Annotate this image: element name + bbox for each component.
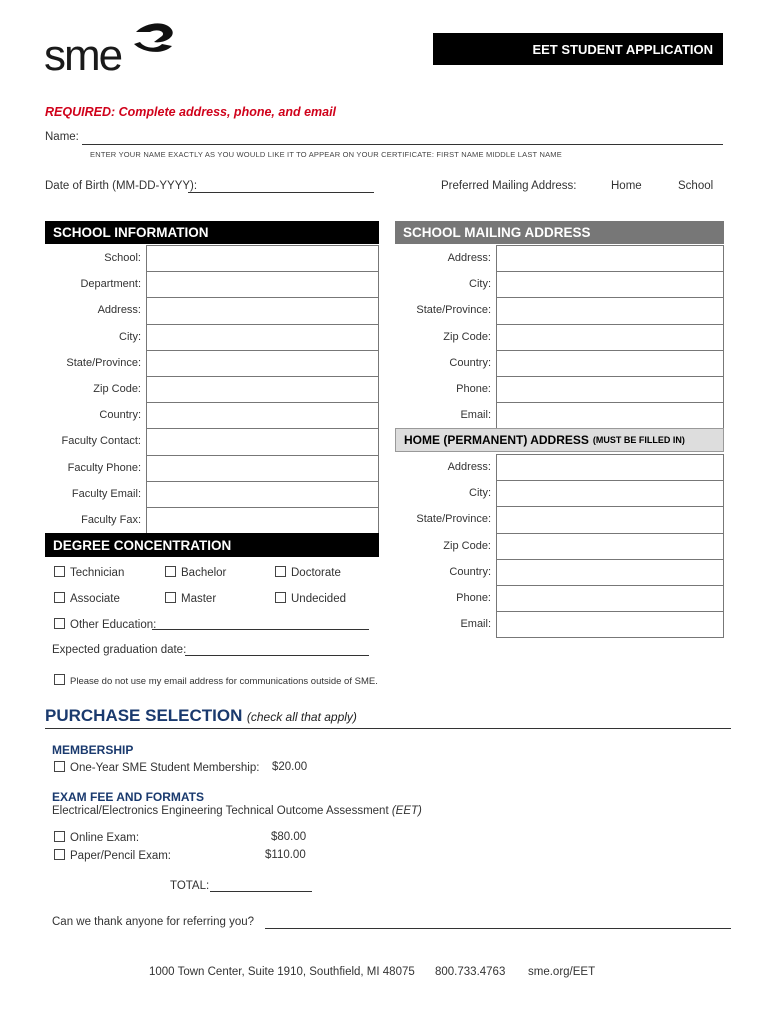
home-address-field-input[interactable]	[496, 585, 724, 612]
membership-option[interactable]	[54, 761, 259, 774]
school-mailing-field-label: State/Province:	[416, 304, 491, 317]
home-address-field-label: Email:	[460, 618, 491, 631]
school-info-field-label: Faculty Phone:	[67, 461, 141, 474]
home-address-field-label: Zip Code:	[443, 539, 491, 552]
home-address-field-label: Phone:	[456, 592, 491, 604]
school-info-field-input[interactable]	[146, 271, 379, 298]
purchase-heading	[45, 706, 731, 729]
school-info-field-label: State/Province:	[66, 356, 141, 369]
school-info-field-input[interactable]	[146, 507, 379, 534]
checkbox-icon	[54, 618, 65, 629]
school-mailing-field-input[interactable]	[496, 376, 724, 403]
home-address-field-label: Address:	[447, 461, 491, 473]
footer-address: 1000 Town Center, Suite 1910, Southfield, MI 48075	[149, 966, 415, 978]
checkbox-icon	[275, 592, 286, 603]
school-mailing-field-input[interactable]	[496, 297, 724, 324]
checkbox-icon	[54, 674, 65, 685]
school-mailing-field-label: Country:	[449, 356, 491, 369]
school-info-field-label: Faculty Fax:	[81, 514, 141, 526]
school-info-field-label: City:	[119, 330, 141, 343]
home-address-field-input[interactable]	[496, 480, 724, 507]
purchase-title: PURCHASE SELECTION	[45, 706, 243, 725]
home-address-field-input[interactable]	[496, 611, 724, 638]
exam-online-label: Online Exam:	[70, 832, 140, 844]
school-info-field-label: Zip Code:	[93, 383, 141, 395]
school-mailing-field-label: Address:	[447, 252, 491, 264]
home-address-field-input[interactable]	[496, 533, 724, 560]
exam-online-option[interactable]	[54, 831, 139, 844]
total-label: TOTAL:	[170, 880, 210, 892]
mailing-option-school[interactable]: School	[678, 180, 714, 192]
school-info-field-input[interactable]	[146, 481, 379, 508]
degree-other[interactable]	[54, 618, 156, 631]
logo-swoosh-icon	[132, 22, 176, 58]
school-info-field-input[interactable]	[146, 455, 379, 482]
logo-text: sme	[44, 31, 122, 80]
school-info-field-label: Faculty Contact:	[61, 435, 141, 448]
school-mailing-field-label: Email:	[460, 409, 491, 422]
exam-paper-label: Paper/Pencil Exam:	[70, 850, 171, 862]
degree-other-label: Other Education:	[70, 619, 157, 631]
school-mailing-field-input[interactable]	[496, 324, 724, 351]
school-mailing-field-input[interactable]	[496, 271, 724, 298]
graduation-input[interactable]	[185, 655, 369, 656]
checkbox-icon	[165, 566, 176, 577]
home-address-title: HOME (PERMANENT) ADDRESS	[404, 433, 589, 447]
degree-label: Bachelor	[181, 567, 227, 579]
school-mailing-header: SCHOOL MAILING ADDRESS	[395, 221, 724, 244]
home-address-note: (MUST BE FILLED IN)	[592, 435, 685, 445]
home-address-field-label: City:	[469, 487, 491, 500]
mailing-label: Preferred Mailing Address:	[441, 180, 577, 192]
degree-doctorate[interactable]	[275, 566, 341, 579]
sme-logo	[44, 22, 174, 78]
home-address-header	[395, 428, 724, 452]
degree-label: Doctorate	[291, 567, 341, 579]
exam-heading: EXAM FEE AND FORMATS	[52, 790, 204, 804]
dob-input[interactable]	[188, 192, 374, 193]
checkbox-icon	[165, 592, 176, 603]
name-label: Name:	[45, 131, 79, 143]
dob-label: Date of Birth (MM-DD-YYYY):	[45, 180, 198, 192]
degree-master[interactable]	[165, 592, 216, 605]
form-title: EET STUDENT APPLICATION	[433, 33, 723, 65]
membership-heading: MEMBERSHIP	[52, 743, 134, 757]
exam-paper-price: $110.00	[265, 849, 306, 861]
degree-technician[interactable]	[54, 566, 124, 579]
school-info-field-label: Department:	[80, 278, 141, 291]
school-info-header: SCHOOL INFORMATION	[45, 221, 379, 244]
school-mailing-field-label: Phone:	[456, 383, 491, 395]
school-mailing-field-input[interactable]	[496, 402, 724, 429]
exam-online-price: $80.00	[271, 831, 307, 843]
degree-bachelor[interactable]	[165, 566, 226, 579]
degree-label: Technician	[70, 567, 125, 579]
school-info-field-input[interactable]	[146, 428, 379, 455]
exam-description	[52, 805, 422, 817]
school-info-field-input[interactable]	[146, 245, 379, 272]
purchase-subtitle: (check all that apply)	[246, 710, 357, 724]
home-address-field-input[interactable]	[496, 559, 724, 586]
exam-desc-text: Electrical/Electronics Engineering Technical Outcome Assessment	[52, 805, 389, 817]
referral-label: Can we thank anyone for referring you?	[52, 916, 255, 928]
checkbox-icon	[54, 761, 65, 772]
home-address-field-input[interactable]	[496, 454, 724, 481]
name-hint: ENTER YOUR NAME EXACTLY AS YOU WOULD LIKE IT TO APPEAR ON YOUR CERTIFICATE: FIRST NAME MIDDLE LAST NAME	[90, 150, 562, 159]
checkbox-icon	[54, 592, 65, 603]
school-info-field-input[interactable]	[146, 350, 379, 377]
membership-label: One-Year SME Student Membership:	[70, 762, 260, 774]
school-info-field-input[interactable]	[146, 297, 379, 324]
email-optout-label: Please do not use my email address for communications outside of SME.	[70, 676, 378, 687]
home-address-field-input[interactable]	[496, 506, 724, 533]
email-optout[interactable]	[54, 674, 378, 687]
degree-associate[interactable]	[54, 592, 120, 605]
school-info-field-label: Faculty Email:	[71, 487, 141, 500]
checkbox-icon	[54, 849, 65, 860]
graduation-label: Expected graduation date:	[52, 644, 187, 656]
degree-undecided[interactable]	[275, 592, 346, 605]
membership-price: $20.00	[272, 761, 308, 773]
home-address-field-label: Country:	[449, 565, 491, 578]
degree-label: Associate	[70, 593, 120, 605]
school-info-field-input[interactable]	[146, 402, 379, 429]
school-mailing-field-input[interactable]	[496, 350, 724, 377]
checkbox-icon	[54, 566, 65, 577]
referral-input[interactable]	[265, 928, 731, 929]
degree-header: DEGREE CONCENTRATION	[45, 533, 379, 557]
required-notice: REQUIRED: Complete address, phone, and email	[45, 105, 337, 119]
other-education-input[interactable]	[152, 629, 369, 630]
checkbox-icon	[275, 566, 286, 577]
school-mailing-field-label: Zip Code:	[443, 330, 491, 343]
school-info-field-label: Address:	[97, 304, 141, 317]
footer-phone: 800.733.4763	[435, 966, 506, 978]
home-address-field-label: State/Province:	[416, 513, 491, 526]
footer-web[interactable]: sme.org/EET	[528, 966, 596, 978]
degree-label: Master	[181, 593, 217, 605]
school-mailing-field-input[interactable]	[496, 245, 724, 272]
school-info-field-input[interactable]	[146, 324, 379, 351]
degree-label: Undecided	[291, 593, 346, 605]
school-info-field-input[interactable]	[146, 376, 379, 403]
exam-code: (EET)	[391, 805, 422, 817]
checkbox-icon	[54, 831, 65, 842]
exam-paper-option[interactable]	[54, 849, 171, 862]
school-mailing-field-label: City:	[469, 278, 491, 291]
school-info-field-label: Country:	[99, 409, 141, 422]
total-input[interactable]	[210, 891, 312, 892]
school-info-field-label: School:	[104, 252, 141, 264]
mailing-option-home[interactable]: Home	[611, 180, 642, 192]
name-input[interactable]	[82, 144, 723, 145]
